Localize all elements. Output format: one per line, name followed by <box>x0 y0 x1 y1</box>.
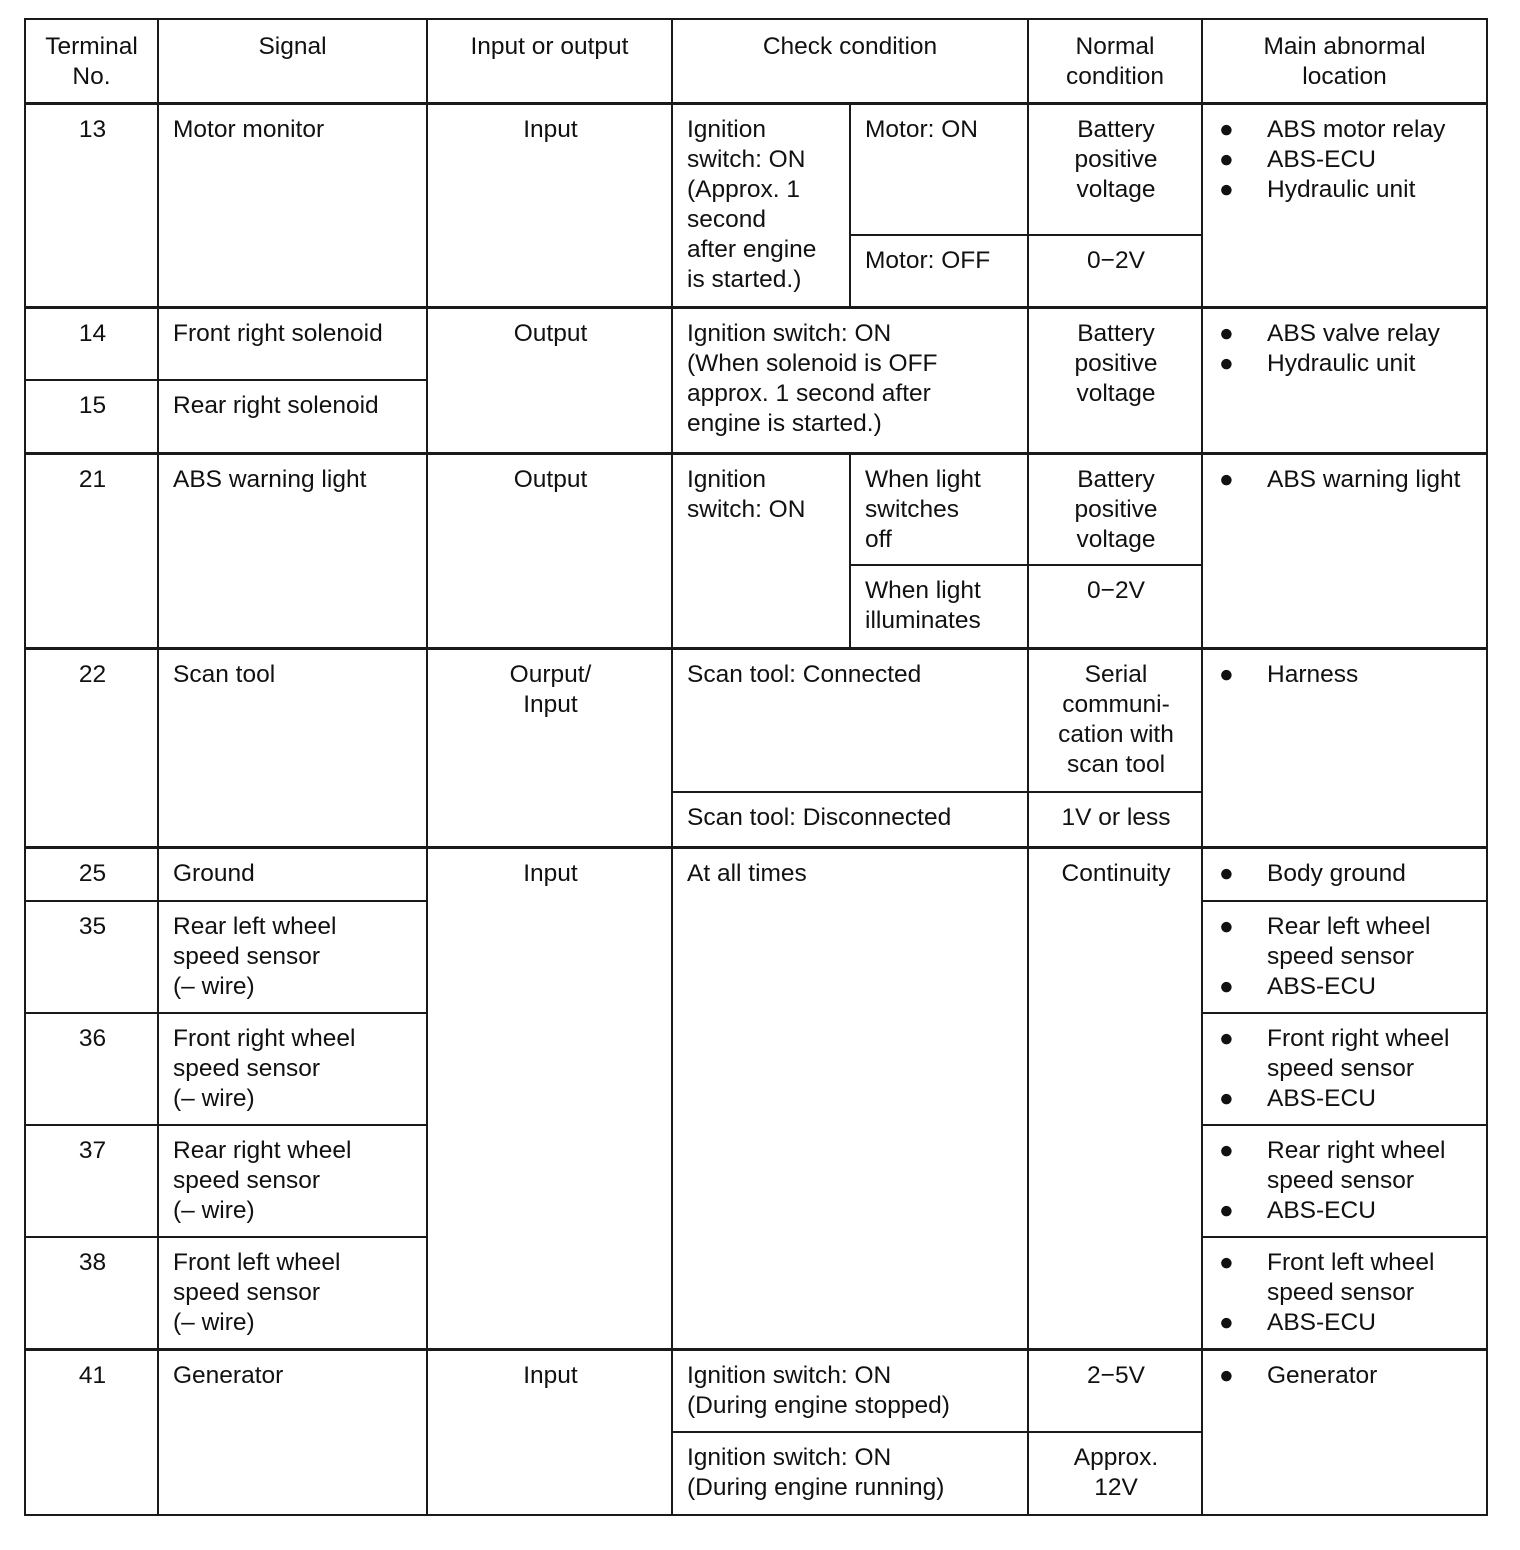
list-item: ● ABS motor relay <box>1219 115 1446 143</box>
bullet-icon: ● <box>1219 145 1234 173</box>
check-sub-condition: Motor: OFF <box>850 235 1028 307</box>
list-item: ● Generator <box>1219 1361 1378 1389</box>
normal-condition: Battery positive voltage <box>1028 103 1202 235</box>
signal-name: Rear right wheel speed sensor (– wire) <box>158 1125 427 1237</box>
list-item: ● ABS warning light <box>1219 465 1461 493</box>
bullet-icon: ● <box>1219 1309 1234 1336</box>
io-type: Input <box>427 847 672 1349</box>
table-row <box>25 847 1487 901</box>
terminal-number: 13 <box>25 103 158 307</box>
bullet-icon: ● <box>1219 349 1234 377</box>
io-type: Output <box>427 453 672 648</box>
check-condition: Scan tool: Disconnected <box>672 792 1028 847</box>
terminal-number: 22 <box>25 648 158 847</box>
table-row <box>25 307 1487 380</box>
normal-condition: 1V or less <box>1028 792 1202 847</box>
bullet-icon: ● <box>1219 1197 1234 1224</box>
list-item: ● Harness <box>1219 660 1359 688</box>
bullet-icon: ● <box>1219 1137 1234 1164</box>
terminal-spec-sheet <box>24 18 1488 1516</box>
bullet-icon: ● <box>1219 660 1234 688</box>
normal-condition: 0−2V <box>1028 235 1202 307</box>
abnormal-location <box>1202 648 1487 847</box>
table-row <box>25 453 1487 565</box>
table-row <box>25 1349 1487 1432</box>
header-abnormal-location: Main abnormal location <box>1202 19 1487 103</box>
terminal-number: 38 <box>25 1237 158 1349</box>
list-item: ● ABS valve relay <box>1219 319 1440 347</box>
bullet-icon: ● <box>1219 1361 1234 1389</box>
bullet-icon: ● <box>1219 175 1234 203</box>
list-item: ● Body ground <box>1219 859 1406 887</box>
list-item: ● ABS-ECU <box>1219 1085 1376 1112</box>
abnormal-location <box>1202 307 1487 453</box>
signal-name: Front right wheel speed sensor (– wire) <box>158 1013 427 1125</box>
list-item: ● Rear right wheel speed sensor <box>1219 1137 1446 1194</box>
list-item: ● Front right wheel speed sensor <box>1219 1025 1450 1082</box>
bullet-icon: ● <box>1219 1249 1234 1276</box>
io-type: Ourput/ Input <box>427 648 672 847</box>
list-item: ● Hydraulic unit <box>1219 349 1416 377</box>
table-row <box>25 103 1487 235</box>
table-row <box>25 648 1487 792</box>
normal-condition: 0−2V <box>1028 565 1202 648</box>
abnormal-location <box>1202 847 1487 901</box>
check-condition: Ignition switch: ON (During engine stopped) <box>672 1349 1028 1432</box>
bullet-icon: ● <box>1219 319 1234 347</box>
normal-condition: Approx. 12V <box>1028 1432 1202 1515</box>
terminal-number: 37 <box>25 1125 158 1237</box>
check-condition: Ignition switch: ON (When solenoid is OFF approx. 1 second after engine is started.) <box>672 307 1028 453</box>
signal-name: Ground <box>158 847 427 901</box>
check-sub-condition: Motor: ON <box>850 103 1028 235</box>
io-type: Input <box>427 103 672 307</box>
normal-condition: Continuity <box>1028 847 1202 1349</box>
terminal-number: 35 <box>25 901 158 1013</box>
header-normal-condition: Normal condition <box>1028 19 1202 103</box>
list-item: ● Rear left wheel speed sensor <box>1219 913 1431 970</box>
list-item: ● Hydraulic unit <box>1219 175 1416 203</box>
list-item: ● ABS-ECU <box>1219 973 1376 1000</box>
normal-condition: Serial communi- cation with scan tool <box>1028 648 1202 792</box>
bullet-icon: ● <box>1219 913 1234 940</box>
normal-condition: Battery positive voltage <box>1028 453 1202 565</box>
bullet-icon: ● <box>1219 465 1234 493</box>
terminal-number: 15 <box>25 380 158 453</box>
abnormal-location <box>1202 901 1487 1013</box>
check-condition: At all times <box>672 847 1028 1349</box>
terminal-check-table <box>24 18 1488 1516</box>
io-type: Output <box>427 307 672 453</box>
terminal-number: 36 <box>25 1013 158 1125</box>
signal-name: Front left wheel speed sensor (– wire) <box>158 1237 427 1349</box>
abnormal-location <box>1202 1349 1487 1515</box>
signal-name: ABS warning light <box>158 453 427 648</box>
terminal-number: 41 <box>25 1349 158 1515</box>
bullet-icon: ● <box>1219 1085 1234 1112</box>
bullet-icon: ● <box>1219 115 1234 143</box>
list-item: ● Front left wheel speed sensor <box>1219 1249 1435 1306</box>
normal-condition: Battery positive voltage <box>1028 307 1202 453</box>
signal-name: Motor monitor <box>158 103 427 307</box>
bullet-icon: ● <box>1219 1025 1234 1052</box>
abnormal-location <box>1202 453 1487 648</box>
header-io: Input or output <box>427 19 672 103</box>
normal-condition: 2−5V <box>1028 1349 1202 1432</box>
bullet-icon: ● <box>1219 973 1234 1000</box>
signal-name: Front right solenoid <box>158 307 427 380</box>
check-sub-condition: When light switches off <box>850 453 1028 565</box>
abnormal-location <box>1202 1013 1487 1125</box>
list-item: ● ABS-ECU <box>1219 1309 1376 1336</box>
list-item: ● ABS-ECU <box>1219 1197 1376 1224</box>
check-condition: Ignition switch: ON (Approx. 1 second after engine is started.) <box>672 103 850 307</box>
header-signal: Signal <box>158 19 427 103</box>
abnormal-location <box>1202 1237 1487 1349</box>
terminal-number: 25 <box>25 847 158 901</box>
signal-name: Rear left wheel speed sensor (– wire) <box>158 901 427 1013</box>
check-sub-condition: When light illuminates <box>850 565 1028 648</box>
header-row <box>25 19 1487 103</box>
check-condition: Scan tool: Connected <box>672 648 1028 792</box>
check-condition: Ignition switch: ON <box>672 453 850 648</box>
header-terminal: Terminal No. <box>25 19 158 103</box>
io-type: Input <box>427 1349 672 1515</box>
bullet-icon: ● <box>1219 859 1234 887</box>
signal-name: Scan tool <box>158 648 427 847</box>
list-item: ● ABS-ECU <box>1219 145 1376 173</box>
terminal-number: 21 <box>25 453 158 648</box>
abnormal-location <box>1202 103 1487 307</box>
abnormal-location <box>1202 1125 1487 1237</box>
terminal-number: 14 <box>25 307 158 380</box>
signal-name: Generator <box>158 1349 427 1515</box>
header-check-condition: Check condition <box>672 19 1028 103</box>
signal-name: Rear right solenoid <box>158 380 427 453</box>
check-condition: Ignition switch: ON (During engine running) <box>672 1432 1028 1515</box>
